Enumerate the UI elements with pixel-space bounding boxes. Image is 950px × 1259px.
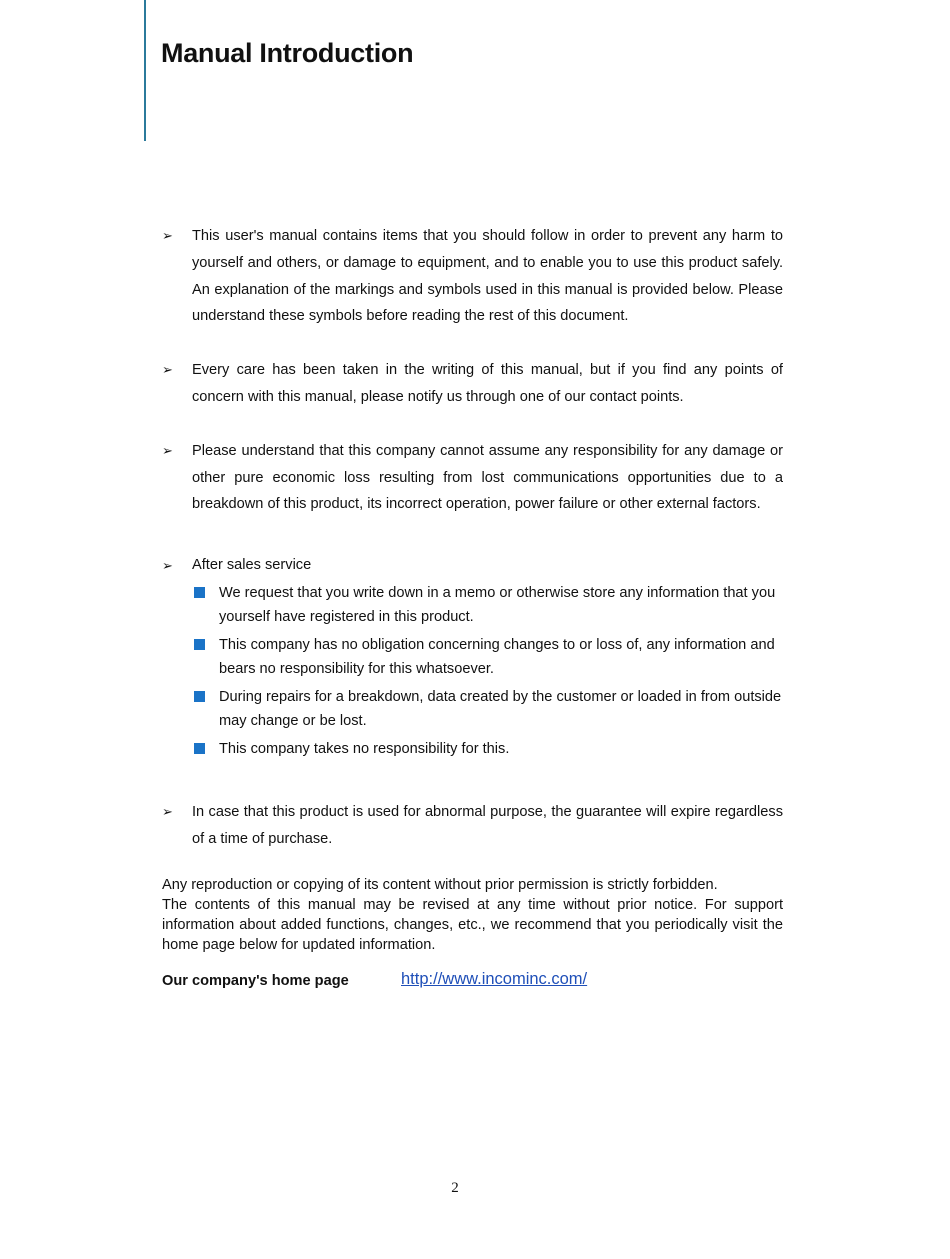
page-number: 2: [451, 1180, 459, 1196]
notice-line: The contents of this manual may be revised at any time without prior notice. For support information about added functions, changes, etc., we recommend that you periodically visit the home page below for updated information.: [162, 896, 783, 953]
bullet-item: [162, 357, 783, 411]
list-item-text: This company has no obligation concerning changes to or loss of, any information and bears no responsibility for this whatsoever.: [219, 637, 775, 678]
bullet-item: [162, 799, 783, 853]
list-item: [192, 685, 783, 733]
after-sales-heading: After sales service: [192, 557, 312, 574]
arrowhead-bullet-icon: ➢: [162, 362, 173, 378]
blue-square-bullet-icon: [194, 639, 205, 650]
homepage-link[interactable]: http://www.incominc.com/: [401, 969, 588, 988]
arrowhead-bullet-icon: ➢: [162, 804, 173, 820]
homepage-label: Our company's home page: [162, 972, 349, 989]
list-item-text: During repairs for a breakdown, data created by the customer or loaded in from outside may change or be lost.: [219, 689, 782, 730]
list-item-text: We request that you write down in a memo or otherwise store any information that you yourself have registered in this product.: [219, 585, 776, 626]
notice-line: Any reproduction or copying of its content without prior permission is strictly forbidden.: [162, 876, 718, 893]
list-item-text: This company takes no responsibility for this.: [219, 741, 510, 758]
blue-square-bullet-icon: [194, 691, 205, 702]
after-sales-section: [162, 553, 783, 761]
copyright-notice: [162, 875, 783, 955]
bullet-item: [162, 223, 783, 330]
accent-bar: [144, 0, 146, 141]
bullet-item: [162, 438, 783, 518]
list-item: [192, 633, 783, 681]
blue-square-bullet-icon: [194, 587, 205, 598]
list-item: [192, 737, 783, 761]
after-sales-list: [192, 581, 783, 761]
blue-square-bullet-icon: [194, 743, 205, 754]
arrowhead-bullet-icon: ➢: [162, 442, 173, 458]
bullet-text: Please understand that this company cannot assume any responsibility for any damage or other pure economic loss resulting from lost communications opportunities due to a breakdown of this product, its incorrect operation, power failure or other external factors.: [192, 442, 783, 513]
bullet-text: In case that this product is used for abnormal purpose, the guarantee will expire regardless of a time of purchase.: [192, 804, 783, 847]
bullet-text: This user's manual contains items that you should follow in order to prevent any harm to yourself and others, or damage to equipment, and to enable you to use this product safely. An explanation of the markings and symbols used in this manual is provided below. Please understand these symbols before reading the rest of this document.: [192, 228, 783, 325]
page-title: Manual Introduction: [161, 38, 414, 68]
homepage-row: [162, 970, 783, 994]
arrowhead-bullet-icon: ➢: [162, 228, 173, 243]
list-item: [192, 581, 783, 629]
arrowhead-bullet-icon: ➢: [162, 558, 173, 574]
bullet-text: Every care has been taken in the writing of this manual, but if you find any points of concern with this manual, please notify us through one of our contact points.: [192, 362, 783, 405]
page-content: [162, 223, 783, 994]
